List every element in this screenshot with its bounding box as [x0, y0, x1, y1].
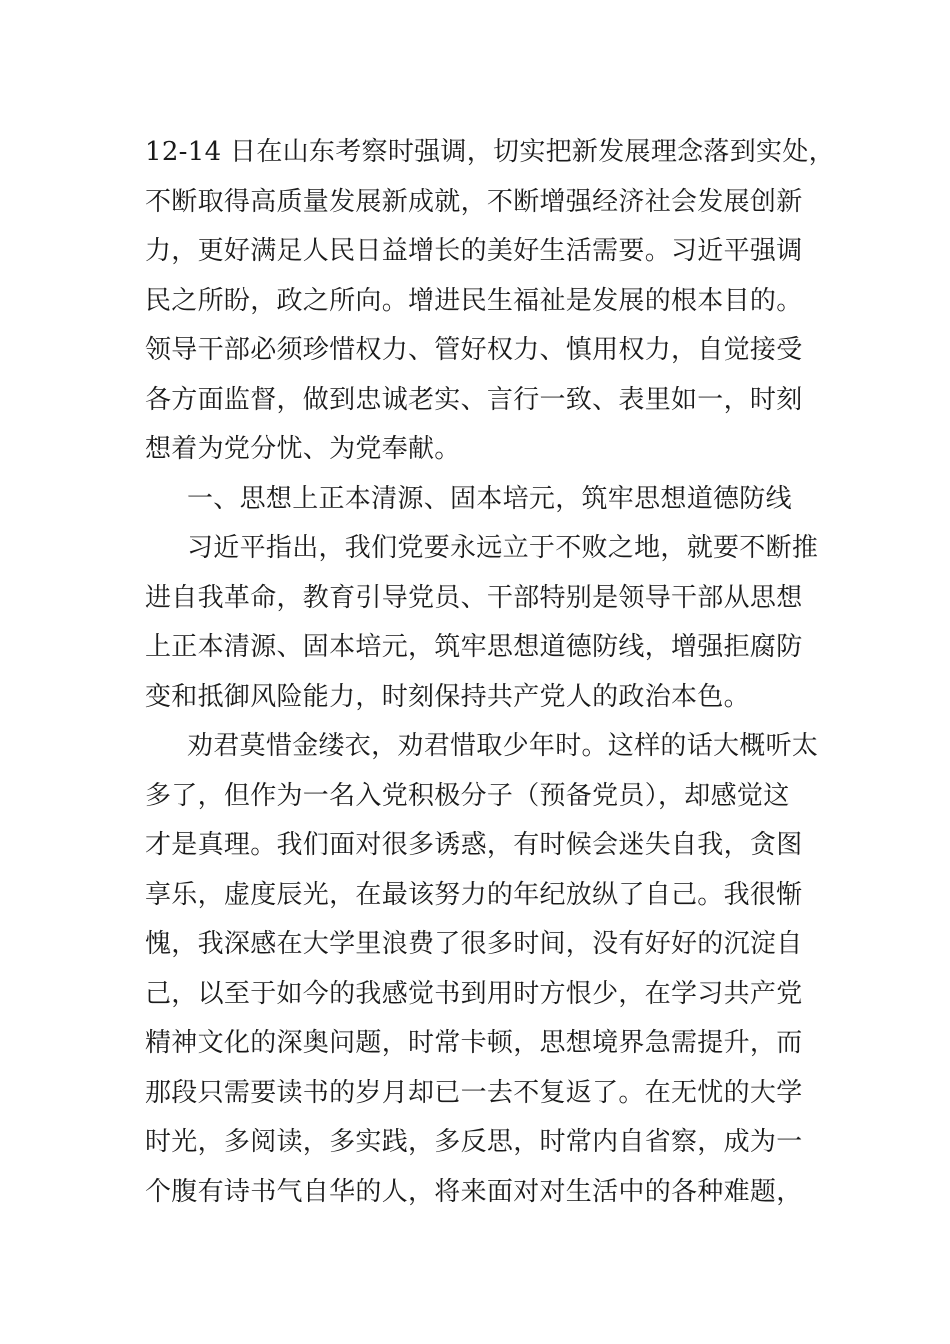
- text-line: 时光，多阅读，多实践，多反思，时常内自省察，成为一: [145, 1127, 803, 1157]
- text-line: 领导干部必须珍惜权力、管好权力、慎用权力，自觉接受: [145, 335, 803, 365]
- text-line: 变和抵御风险能力，时刻保持共产党人的政治本色。: [145, 681, 750, 712]
- text-line: 一、思想上正本清源、固本培元，筑牢思想道德防线: [187, 483, 792, 514]
- text-line: 上正本清源、固本培元，筑牢思想道德防线，增强拒腐防: [145, 632, 803, 662]
- text-line: 习近平指出，我们党要永远立于不败之地，就要不断推: [187, 533, 819, 563]
- text-line: 民之所盼，政之所向。增进民生福祉是发展的根本目的。: [145, 285, 803, 316]
- text-line: 劝君莫惜金缕衣，劝君惜取少年时。这样的话大概听太: [187, 731, 819, 761]
- text-line: 不断取得高质量发展新成就，不断增强经济社会发展创新: [145, 186, 803, 217]
- text-line: 精神文化的深奥问题，时常卡顿，思想境界急需提升，而: [145, 1028, 803, 1058]
- text-line: 多了，但作为一名入党积极分子（预备党员），却感觉这: [145, 780, 790, 811]
- text-line: 力，更好满足人民日益增长的美好生活需要。习近平强调: [145, 236, 803, 266]
- text-line: 才是真理。我们面对很多诱惑，有时候会迷失自我，贪图: [145, 830, 803, 860]
- text-line: 愧，我深感在大学里浪费了很多时间，没有好好的沉淀自: [145, 929, 803, 959]
- text-line: 想着为党分忧、为党奉献。: [145, 434, 461, 464]
- text-line: 各方面监督，做到忠诚老实、言行一致、表里如一，时刻: [145, 384, 803, 415]
- document-body: [145, 128, 845, 1217]
- text-line: 享乐，虚度辰光，在最该努力的年纪放纵了自己。我很惭: [145, 879, 803, 910]
- text-line: 12-14 日在山东考察时强调，切实把新发展理念落到实处，: [145, 137, 835, 167]
- text-line: 进自我革命，教育引导党员、干部特别是领导干部从思想: [145, 582, 803, 613]
- text-line: 那段只需要读书的岁月却已一去不复返了。在无忧的大学: [145, 1077, 803, 1108]
- text-line: 个腹有诗书气自华的人，将来面对对生活中的各种难题，: [145, 1176, 803, 1207]
- text-line: 己，以至于如今的我感觉书到用时方恨少，在学习共产党: [145, 978, 803, 1009]
